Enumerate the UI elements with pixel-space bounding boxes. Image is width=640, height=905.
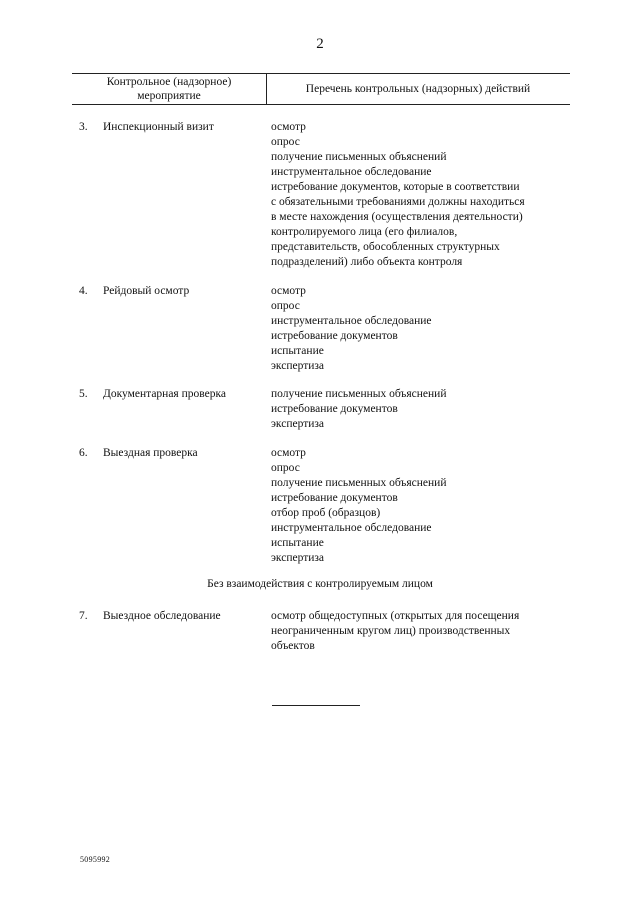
actions-list — [271, 387, 571, 432]
action-item: испытание — [271, 345, 324, 357]
action-item: осмотр общедоступных (открытых для посещения — [271, 610, 520, 622]
action-item: истребование документов — [271, 330, 398, 342]
action-item: истребование документов — [271, 492, 398, 504]
action-item: отбор проб (образцов) — [271, 507, 381, 519]
table-header-bottom-border — [72, 104, 570, 105]
action-item: контролируемого лица (его филиалов, — [271, 226, 458, 238]
action-item: получение письменных объяснений — [271, 151, 447, 163]
header-event-line1: Контрольное (надзорное) — [106, 76, 232, 88]
action-item: опрос — [271, 462, 300, 474]
header-actions-column: Перечень контрольных (надзорных) действий — [305, 83, 531, 95]
actions-list — [271, 284, 571, 374]
action-item: осмотр — [271, 121, 306, 133]
row-number: 7. — [79, 610, 88, 622]
row-number: 3. — [79, 121, 88, 133]
row-number: 4. — [79, 285, 88, 297]
actions-list — [271, 120, 571, 270]
action-item: подразделений) либо объекта контроля — [271, 256, 463, 268]
action-item: истребование документов — [271, 403, 398, 415]
action-item: инструментальное обследование — [271, 315, 432, 327]
actions-list — [271, 446, 571, 566]
action-item: получение письменных объяснений — [271, 477, 447, 489]
event-name: Выездное обследование — [103, 610, 221, 622]
table-top-border — [72, 73, 570, 74]
event-name: Рейдовый осмотр — [103, 285, 190, 297]
header-event-column — [72, 75, 266, 103]
action-item: экспертиза — [271, 418, 325, 430]
event-name: Документарная проверка — [103, 388, 226, 400]
action-item: осмотр — [271, 447, 306, 459]
event-name: Инспекционный визит — [103, 121, 214, 133]
action-item: инструментальное обследование — [271, 166, 432, 178]
action-item: представительств, обособленных структурных — [271, 241, 500, 253]
action-item: осмотр — [271, 285, 306, 297]
action-item: с обязательными требованиями должны находиться — [271, 196, 525, 208]
action-item: в месте нахождения (осуществления деятельности) — [271, 211, 523, 223]
action-item: истребование документов, которые в соответствии — [271, 181, 520, 193]
action-item: объектов — [271, 640, 315, 652]
action-item: неограниченным кругом лиц) производственных — [271, 625, 511, 637]
end-of-document-rule — [272, 705, 360, 706]
action-item: инструментальное обследование — [271, 522, 432, 534]
row-number: 5. — [79, 388, 88, 400]
document-code: 5095992 — [80, 855, 111, 864]
action-item: испытание — [271, 537, 324, 549]
page-number: 2 — [316, 36, 324, 52]
event-name: Выездная проверка — [103, 447, 198, 459]
action-item: получение письменных объяснений — [271, 388, 447, 400]
section-title: Без взаимодействия с контролируемым лицом — [207, 578, 433, 590]
header-event-line2: мероприятие — [137, 90, 201, 102]
action-item: опрос — [271, 300, 300, 312]
action-item: экспертиза — [271, 360, 325, 372]
action-item: экспертиза — [271, 552, 325, 564]
action-item: опрос — [271, 136, 300, 148]
actions-list — [271, 609, 571, 654]
row-number: 6. — [79, 447, 88, 459]
